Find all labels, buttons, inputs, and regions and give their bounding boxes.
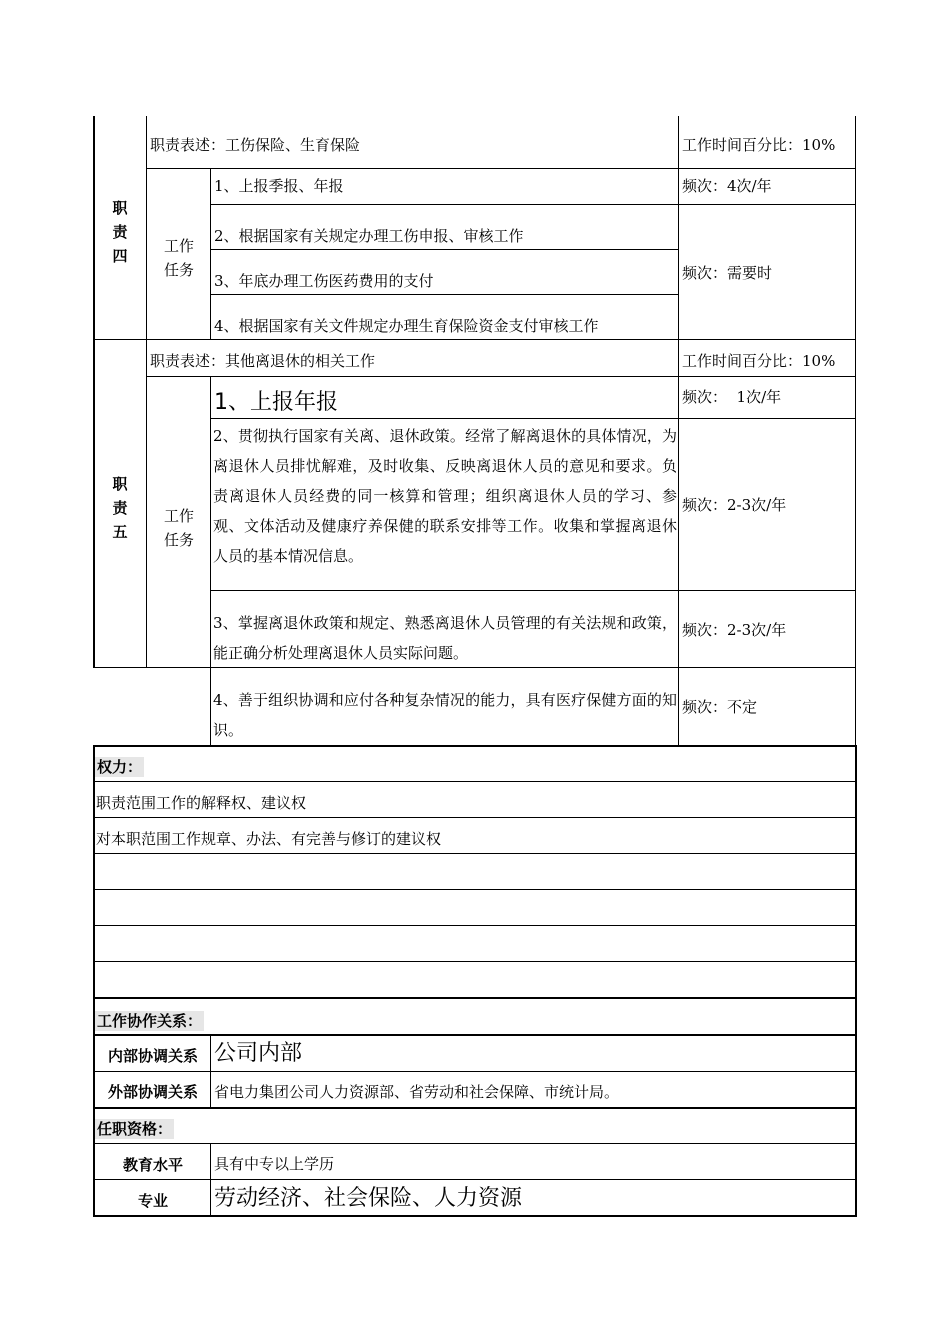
duty4-task: 1、上报季报、年报 (214, 177, 344, 195)
duty5-frequency: 频次：2-3次/年 (682, 496, 787, 514)
internal-coordination-label: 内部协调关系 (107, 1047, 198, 1065)
duty5-frequency: 频次： 1次/年 (682, 388, 782, 406)
duty4-task-label-line: 任务 (163, 261, 194, 279)
authority-item: 职责范围工作的解释权、建议权 (96, 794, 307, 812)
duty5-task: 2、贯彻执行国家有关离、退休政策。经常了解离退休的具体情况，为离退休人员排忧解难，及时收集、反映离退休人员的意见和要求。负责离退休人员经费的同一核算和管理；组织离退休人员的学习、参观、文体活动及健康疗养保健的联系安排等工作。收集和掌握离退休人员的基本情况信息。 (213, 427, 677, 565)
duty5-description: 职责表述：其他离退休的相关工作 (150, 352, 376, 370)
major-value: 劳动经济、社会保险、人力资源 (214, 1186, 523, 1211)
cooperation-title: 工作协作关系： (97, 1012, 203, 1030)
duty5-task-label-line: 工作 (163, 507, 194, 525)
major-label: 专业 (137, 1192, 168, 1210)
external-coordination-label: 外部协调关系 (107, 1083, 198, 1101)
duty4-task: 4、根据国家有关文件规定办理生育保险资金支付审核工作 (214, 317, 599, 335)
duty5-label-char: 五 (112, 523, 128, 541)
qualification-title: 任职资格： (97, 1120, 173, 1138)
duty4-description: 职责表述：工伤保险、生育保险 (150, 136, 361, 154)
authority-item: 对本职范围工作规章、办法、有完善与修订的建议权 (96, 830, 442, 848)
duty5-task: 4、善于组织协调和应付各种复杂情况的能力，具有医疗保健方面的知识。 (213, 691, 677, 739)
duty5-task: 3、掌握离退休政策和规定、熟悉离退休人员管理的有关法规和政策，能正确分析处理离退休人员实际问题。 (213, 614, 677, 662)
duty5-label (110, 472, 130, 544)
authority-title: 权力： (97, 758, 143, 776)
duty4-frequency: 频次：4次/年 (682, 177, 772, 195)
duty5-frequency: 频次：不定 (682, 698, 758, 716)
duty4-time-percent: 工作时间百分比：10% (682, 136, 836, 154)
internal-coordination-value: 公司内部 (214, 1041, 303, 1066)
duty5-task-label (148, 504, 210, 552)
duty5-task: 1、上报年报 (214, 390, 338, 415)
duty5-label-char: 责 (112, 499, 128, 517)
duty4-task-label-line: 工作 (163, 237, 194, 255)
duty4-label-char: 职 (112, 199, 128, 217)
duty4-label (110, 196, 130, 268)
duty4-label-char: 四 (112, 247, 128, 265)
duty4-task-label (148, 234, 210, 282)
duty4-task: 2、根据国家有关规定办理工伤申报、审核工作 (214, 227, 524, 245)
external-coordination-value: 省电力集团公司人力资源部、省劳动和社会保障、市统计局。 (214, 1083, 620, 1101)
duty5-label-char: 职 (112, 475, 128, 493)
education-value: 具有中专以上学历 (214, 1155, 335, 1173)
duty4-label-char: 责 (112, 223, 128, 241)
duty5-task-label-line: 任务 (163, 531, 194, 549)
duty4-task: 3、年底办理工伤医药费用的支付 (214, 272, 434, 290)
duty5-frequency: 频次：2-3次/年 (682, 621, 787, 639)
duty4-frequency: 频次：需要时 (682, 264, 773, 282)
duty5-time-percent: 工作时间百分比：10% (682, 352, 836, 370)
education-label: 教育水平 (122, 1156, 183, 1174)
